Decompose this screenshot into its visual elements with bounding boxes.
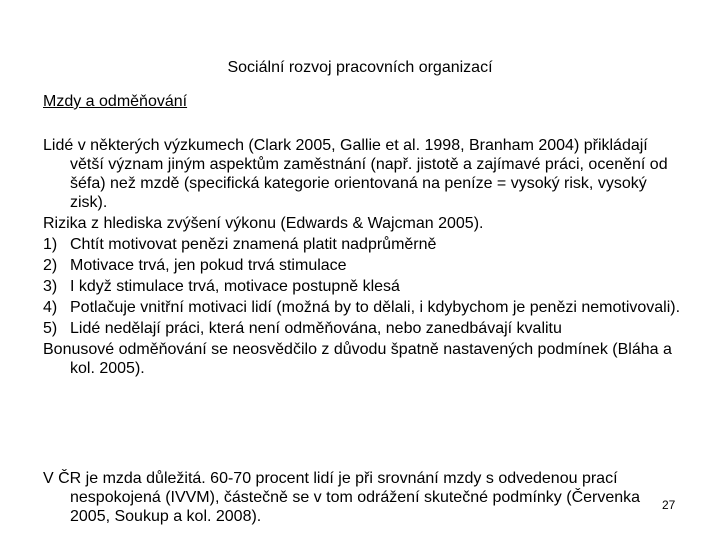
bonus-paragraph: Bonusové odměňování se neosvědčilo z důvodu špatně nastavených podmínek (Bláha a kol. 2005). [43,341,672,377]
slide-body [43,136,683,380]
intro-paragraph: Lidé v některých výzkumech (Clark 2005, Gallie et al. 1998, Branham 2004) přikládají větší význam jiným aspektům zaměstnání (např. jistotě a zajímavé práci, ocenění od šéfa) než mzdě (specifická kategorie orientovaná na peníze = vysoký risk, vysoký zisk). [43,137,668,211]
list-text: Chtít motivovat penězi znamená platit nadprůměrně [70,236,437,253]
list-number: 5) [43,320,58,337]
list-text: Potlačuje vnitřní motivaci lidí (možná by to dělali, i kdybychom je penězi nemotivovali). [70,299,681,316]
risk-list-item [43,277,683,296]
slide-title: Sociální rozvoj pracovních organizací [227,59,493,76]
section-heading: Mzdy a odměňování [43,93,188,110]
risk-list-item [43,319,683,338]
risk-list-item [43,235,683,254]
risk-heading: Rizika z hlediska zvýšení výkonu (Edwards & Wajcman 2005). [43,215,484,232]
page-number: 27 [662,498,676,512]
list-number: 1) [43,236,58,253]
czech-paragraph: V ČR je mzda důležitá. 60-70 procent lidí je při srovnání mzdy s odvedenou prací nespokojená (IVVM), částečně se v tom odrážení skutečné podmínky (Červenka 2005, Soukup a kol. 2008). [43,470,641,525]
list-number: 2) [43,257,58,274]
list-number: 3) [43,278,58,295]
list-text: Motivace trvá, jen pokud trvá stimulace [70,257,347,274]
risk-list-item [43,256,683,275]
list-number: 4) [43,299,58,316]
list-text: Lidé nedělají práci, která není odměňována, nebo zanedbávají kvalitu [70,320,562,337]
risk-list-item [43,298,683,317]
list-text: I když stimulace trvá, motivace postupně klesá [70,278,400,295]
czech-paragraph-block [43,469,683,528]
